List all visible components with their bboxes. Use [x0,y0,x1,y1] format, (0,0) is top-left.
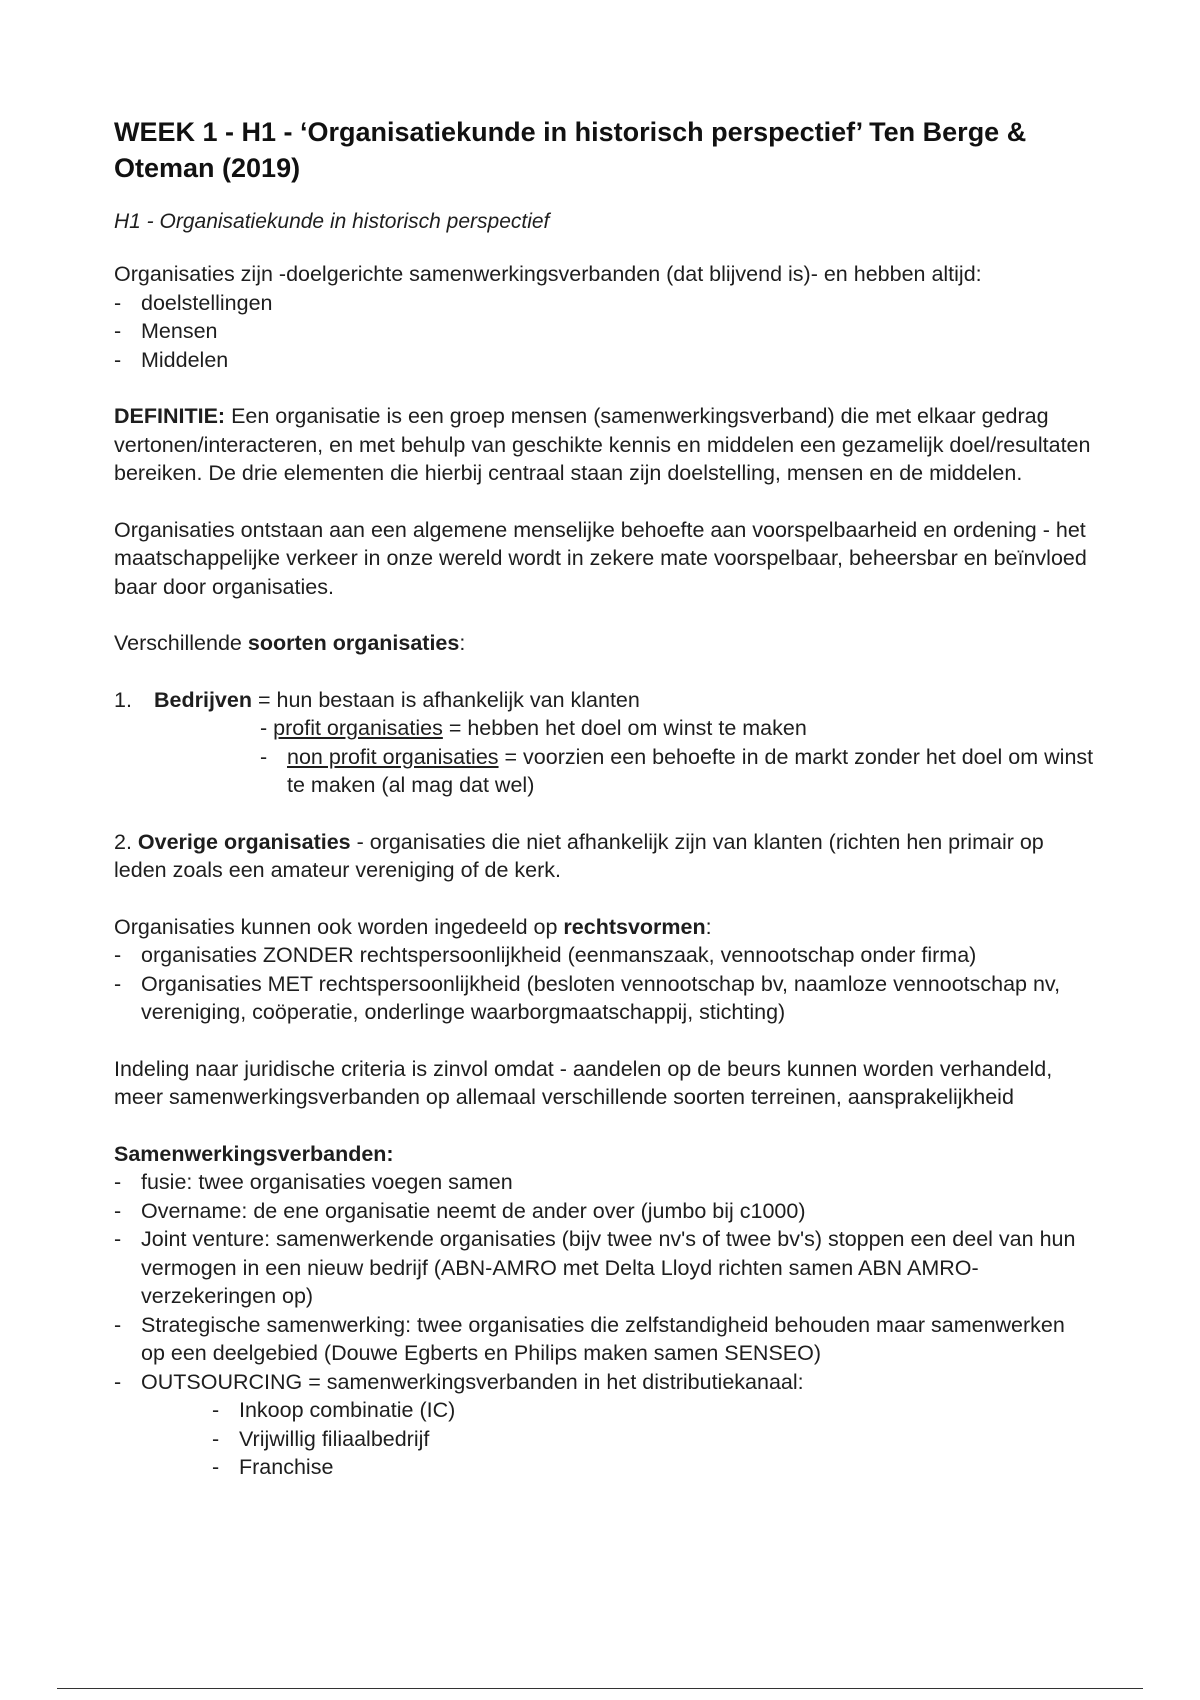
list-item: - Mensen [114,317,1094,346]
sub-item-profit: - profit organisaties = hebben het doel om winst te maken [260,716,807,740]
list-item: - Strategische samenwerking: twee organisaties die zelfstandigheid behouden maar samenwerken op een deelgebied (Douwe Egberts en Philips maken samen SENSEO) [114,1311,1094,1368]
item-label: Bedrijven [154,687,252,712]
list-item: - Inkoop combinatie (IC) [212,1396,1094,1425]
cooperation-list [114,1168,1094,1396]
cooperation-heading: Samenwerkingsverbanden: [114,1141,394,1166]
origin-paragraph: Organisaties ontstaan aan een algemene menselijke behoefte aan voorspelbaarheid en ordening - het maatschappelijke verkeer in onze wereld wordt in zekere mate voorspelbaar, beheersbar en beïnvloed baar door organisaties. [114,517,1087,599]
list-item: - Organisaties MET rechtspersoonlijkheid (besloten vennootschap bv, naamloze vennootschap nv, vereniging, coöperatie, onderlinge waarborgmaatschappij, stichting) [114,970,1094,1027]
list-item: - Vrijwillig filiaalbedrijf [212,1425,1094,1454]
nonprofit-term: non profit organisaties [287,744,499,769]
list-item: - Overname: de ene organisatie neemt de ander over (jumbo bij c1000) [114,1197,1094,1226]
definition-paragraph [114,402,1094,488]
classification-paragraph: Indeling naar juridische criteria is zinvol omdat - aandelen op de beurs kunnen worden verhandeld, meer samenwerkingsverbanden op allemaal verschillende soorten terreinen, aansprakelijkheid [114,1056,1053,1109]
list-item: - Joint venture: samenwerkende organisaties (bijv twee nv's of twee bv's) stoppen een deel van hun vermogen in een nieuw bedrijf (ABN-AMRO met Delta Lloyd richten samen ABN AMRO-verzekeringen op) [114,1225,1094,1311]
types-item-bedrijven [114,686,1094,715]
outsourcing-sublist [114,1396,1094,1482]
list-item: - Franchise [212,1453,1094,1482]
list-item: - organisaties ZONDER rechtspersoonlijkheid (eenmanszaak, vennootschap onder firma) [114,941,1094,970]
item-text: - organisaties die niet afhankelijk zijn van klanten (richten hen primair op leden zoals een amateur vereniging of de kerk. [114,829,1044,882]
list-item: - Middelen [114,346,1094,375]
list-item: - doelstellingen [114,289,1094,318]
sub-item-nonprofit: - non profit organisaties = voorzien een behoefte in de markt zonder het doel om winst te maken (al mag dat wel) [260,744,1094,797]
footer-divider [57,1688,1143,1689]
item-number: 1. [114,687,132,712]
item-label: Overige organisaties [137,829,351,854]
definition-label: DEFINITIE: [114,404,226,428]
legal-forms-heading: Organisaties kunnen ook worden ingedeeld op rechtsvormen: [114,914,712,939]
types-item-overige [114,828,1094,885]
types-heading: Verschillende soorten organisaties: [114,631,466,655]
intro-paragraph: Organisaties zijn -doelgerichte samenwerkingsverbanden (dat blijvend is)- en hebben altijd: [114,262,982,286]
legal-forms-list [114,941,1094,1027]
intro-list [114,289,1094,375]
item-number: 2. [114,829,132,854]
document-page [114,114,1094,1482]
document-title: WEEK 1 - H1 - ‘Organisatiekunde in historisch perspectief’ Ten Berge & Oteman (2019) [114,117,1027,183]
list-item: - OUTSOURCING = samenwerkingsverbanden in het distributiekanaal: [114,1368,1094,1397]
profit-term: profit organisaties [273,716,443,740]
item-text: = hun bestaan is afhankelijk van klanten [251,687,640,712]
list-item: - fusie: twee organisaties voegen samen [114,1168,1094,1197]
definition-text: Een organisatie is een groep mensen (samenwerkingsverband) die met elkaar gedrag vertonen/interacteren, en met behulp van geschikte kennis en middelen een gezamelijk doel/resultaten bereiken. De drie elementen die hierbij centraal staan zijn doelstelling, mensen en de middelen. [114,404,1091,485]
section-subtitle: H1 - Organisatiekunde in historisch perspectief [114,210,550,233]
